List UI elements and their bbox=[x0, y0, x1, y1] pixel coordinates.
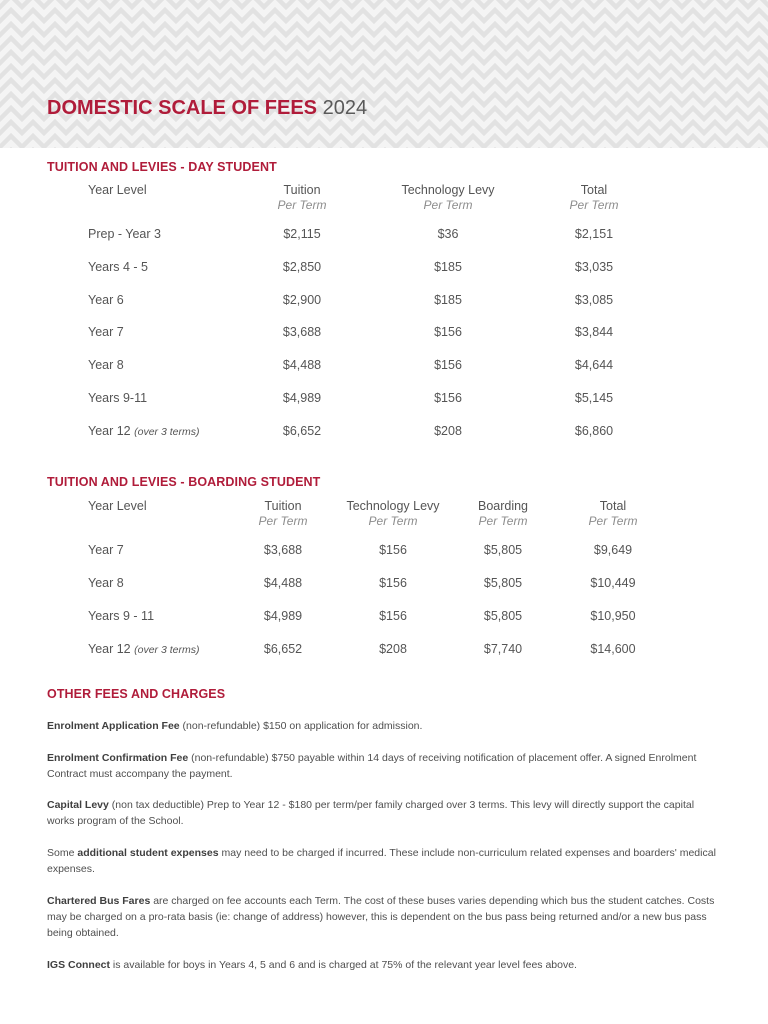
fee-note-enrolment-confirmation: Enrolment Confirmation Fee (non-refundable) $750 payable within 14 days of receiving notification of placement offer. A signed Enrolment Contract must accompany the payment. bbox=[47, 752, 697, 780]
day-row-cell-tuition: $2,850 bbox=[282, 259, 322, 274]
boarding-row-cell-year: Year 8 bbox=[88, 576, 124, 590]
day-row-cell-total: $5,145 bbox=[574, 391, 614, 405]
boarding-col-tuition: Tuition Per Term bbox=[258, 499, 308, 528]
day-col-year-level: Year Level bbox=[88, 183, 147, 197]
fee-note-enrolment-application: Enrolment Application Fee (non-refundable) $150 on application for admission. bbox=[47, 720, 423, 732]
boarding-row-cell-tech: $156 bbox=[379, 576, 407, 590]
boarding-row-cell-year: Year 7 bbox=[88, 543, 124, 557]
boarding-row-cell-total: $10,950 bbox=[590, 609, 636, 623]
day-row-year-note: (over 3 terms) bbox=[134, 425, 200, 438]
boarding-row-cell-tuition: $3,688 bbox=[263, 543, 303, 557]
boarding-col-total: Total Per Term bbox=[588, 499, 638, 528]
day-row-cell-year: Year 12 (over 3 terms) bbox=[88, 423, 200, 438]
day-row-cell-tuition: $4,989 bbox=[282, 391, 322, 405]
boarding-row-cell-year: Year 12 (over 3 terms) bbox=[88, 642, 200, 656]
page-title-year: 2024 bbox=[322, 97, 368, 119]
day-row-cell-tuition: $2,115 bbox=[283, 227, 321, 241]
day-row-cell-tech: $156 bbox=[434, 325, 462, 340]
day-row-cell-tuition: $4,488 bbox=[282, 358, 322, 373]
day-row-cell-total: $4,644 bbox=[574, 358, 614, 373]
day-col-total: Total Per Term bbox=[569, 183, 619, 212]
boarding-row-cell-tech: $156 bbox=[379, 543, 407, 557]
boarding-col-year-level: Year Level bbox=[88, 499, 147, 513]
boarding-row-cell-boarding: $7,740 bbox=[483, 642, 523, 656]
boarding-row-cell-boarding: $5,805 bbox=[483, 609, 523, 623]
day-student-heading: TUITION AND LEVIES - DAY STUDENT bbox=[47, 160, 277, 174]
boarding-row-cell-tuition: $4,488 bbox=[263, 576, 303, 590]
day-row-cell-year: Year 6 bbox=[88, 292, 124, 307]
header-banner bbox=[0, 0, 768, 148]
fee-note-chartered-bus: Chartered Bus Fares are charged on fee accounts each Term. The cost of these buses varies depending which bus the student catches. Costs may be charged on a pro-rata basis (ie: change of address) however, this is dependent on the bus pass being returned and/or a new bus pass being obtained. bbox=[47, 895, 715, 939]
boarding-col-boarding: Boarding Per Term bbox=[477, 499, 529, 528]
boarding-row-cell-total: $10,449 bbox=[590, 576, 636, 590]
fee-note-capital-levy: Capital Levy (non tax deductible) Prep to Year 12 - $180 per term/per family charged over 3 terms. This levy will directly support the capital works program of the School. bbox=[47, 799, 695, 827]
boarding-row-cell-tuition: $6,652 bbox=[263, 642, 303, 656]
day-row-cell-total: $3,844 bbox=[574, 325, 614, 340]
day-row-cell-tuition: $6,652 bbox=[282, 423, 322, 438]
day-row-cell-tuition: $2,900 bbox=[282, 292, 322, 307]
day-row-cell-total: $3,085 bbox=[574, 292, 614, 307]
day-row-cell-tech: $156 bbox=[434, 358, 462, 373]
day-col-technology-levy: Technology Levy Per Term bbox=[401, 183, 495, 212]
day-row-cell-year: Prep - Year 3 bbox=[88, 227, 161, 241]
day-row-cell-tech: $156 bbox=[434, 391, 462, 405]
day-col-tuition: Tuition Per Term bbox=[277, 183, 327, 212]
boarding-row-cell-tuition: $4,989 bbox=[263, 609, 303, 623]
fee-note-additional-expenses: Some additional student expenses may need to be charged if incurred. These include non-curriculum related expenses and boarders' medical expenses. bbox=[47, 847, 716, 875]
boarding-col-technology-levy: Technology Levy Per Term bbox=[346, 499, 440, 528]
day-row-cell-tuition: $3,688 bbox=[282, 325, 322, 340]
day-row-cell-tech: $208 bbox=[434, 423, 462, 438]
day-row-cell-year: Year 8 bbox=[88, 358, 124, 373]
day-row-cell-year: Years 9-11 bbox=[88, 391, 148, 405]
boarding-row-cell-total: $9,649 bbox=[593, 543, 633, 557]
day-row-cell-year: Years 4 - 5 bbox=[88, 259, 148, 274]
day-row-cell-tech: $185 bbox=[434, 292, 462, 307]
page-title-main: DOMESTIC SCALE OF FEES bbox=[47, 97, 318, 119]
boarding-row-cell-total: $14,600 bbox=[590, 642, 636, 656]
other-fees-heading: OTHER FEES AND CHARGES bbox=[47, 687, 226, 701]
boarding-row-cell-year: Years 9 - 11 bbox=[88, 609, 155, 623]
page-title bbox=[47, 95, 367, 121]
boarding-row-cell-tech: $156 bbox=[379, 609, 407, 623]
boarding-row-cell-tech: $208 bbox=[379, 642, 407, 656]
day-row-cell-total: $3,035 bbox=[574, 259, 614, 274]
day-row-cell-tech: $36 bbox=[437, 227, 459, 241]
chevron-pattern bbox=[0, 0, 768, 148]
boarding-row-year-note: (over 3 terms) bbox=[134, 644, 200, 656]
boarding-row-cell-boarding: $5,805 bbox=[483, 543, 523, 557]
boarding-student-heading: TUITION AND LEVIES - BOARDING STUDENT bbox=[47, 475, 321, 489]
boarding-row-cell-boarding: $5,805 bbox=[483, 576, 523, 590]
day-row-cell-year: Year 7 bbox=[88, 325, 124, 340]
day-row-cell-total: $2,151 bbox=[574, 227, 614, 241]
day-row-cell-tech: $185 bbox=[434, 259, 462, 274]
day-row-cell-total: $6,860 bbox=[574, 423, 614, 438]
fee-note-igs-connect: IGS Connect is available for boys in Years 4, 5 and 6 and is charged at 75% of the relevant year level fees above. bbox=[47, 959, 577, 971]
